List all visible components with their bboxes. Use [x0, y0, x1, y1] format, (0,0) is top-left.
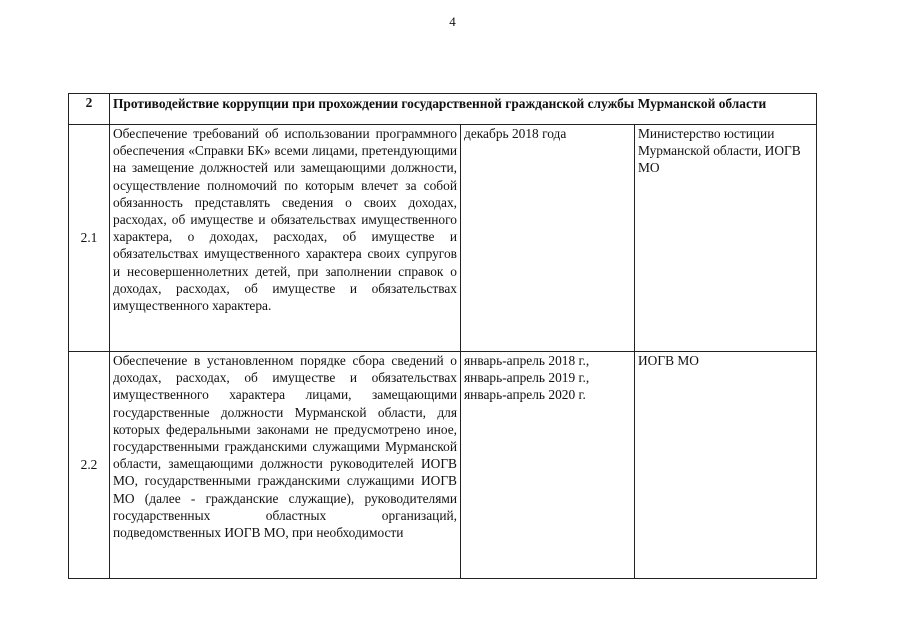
row-deadline	[461, 352, 635, 579]
measures-table	[68, 93, 817, 579]
page-number: 4	[449, 14, 456, 29]
row-responsible: Министерство юстиции Мурманской области, ИОГВ МО	[635, 125, 817, 352]
row-description: Обеспечение в установленном порядке сбора сведений о доходах, расходах, об имуществе и обязательствах имущественного характера лицами, замещающими государственные должности Мурманской области, для которых федеральными законами не предусмотрено иное, государственными гражданскими служащими Мурманской области, замещающими должности руководителей ИОГВ МО, государственными гражданскими служащими ИОГВ МО (далее - гражданские служащие), руководителями государственных областных организаций, подведомственных ИОГВ МО, при необходимости	[110, 352, 461, 579]
row-deadline: декабрь 2018 года	[461, 125, 635, 352]
row-description: Обеспечение требований об использовании программного обеспечения «Справки БК» всеми лицами, претендующими на замещение должностей или замещающими должности, осуществление полномочий по которым влечет за собой обязанность представлять сведения о своих доходах, расходах, об имуществе и обязательствах имущественного характера, о доходах, расходах, об имуществе и обязательствах имущественного характера своих супругов и несовершеннолетних детей, при заполнении справок о доходах, расходах, об имуществе и обязательствах имущественного характера.	[110, 125, 461, 352]
deadline-line: январь-апрель 2020 г.	[464, 387, 586, 403]
section-header-row	[69, 94, 817, 125]
deadline-line: январь-апрель 2018 г.,	[464, 353, 590, 368]
section-title: Противодействие коррупции при прохождении государственной гражданской службы Мурманской области	[110, 94, 817, 125]
table-row	[69, 125, 817, 352]
row-number: 2.2	[69, 352, 110, 579]
table-row	[69, 352, 817, 579]
section-number: 2	[69, 94, 110, 125]
row-number: 2.1	[69, 125, 110, 352]
row-responsible: ИОГВ МО	[635, 352, 817, 579]
deadline-line: январь-апрель 2019 г.,	[464, 370, 590, 386]
